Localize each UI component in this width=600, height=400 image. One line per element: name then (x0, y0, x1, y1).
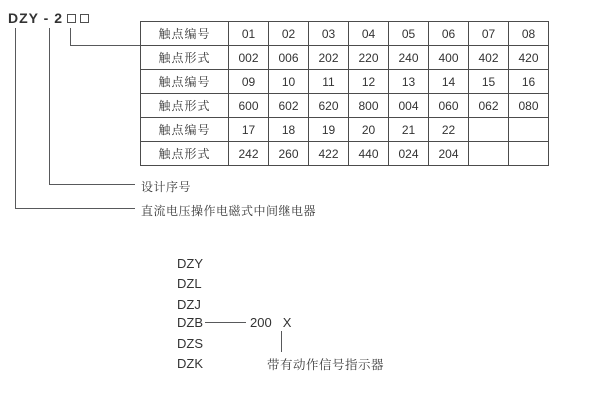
table-cell: 12 (349, 70, 389, 94)
dzb-suffix-value: 200 (250, 315, 272, 330)
table-cell: 400 (429, 46, 469, 70)
dzb-suffix-variant: X (282, 315, 292, 330)
model-family-item-dzb: DZB (177, 315, 203, 330)
table-cell: 420 (509, 46, 549, 70)
row-label: 触点形式 (141, 46, 229, 70)
table-cell: 002 (229, 46, 269, 70)
indicator-connector-line (281, 331, 282, 352)
table-cell: 02 (269, 22, 309, 46)
table-row (141, 70, 549, 94)
relay-description-label: 直流电压操作电磁式中间继电器 (141, 204, 317, 218)
model-code-title (8, 10, 89, 26)
table-row (141, 118, 549, 142)
table-cell: 06 (429, 22, 469, 46)
table-cell: 13 (389, 70, 429, 94)
table-cell: 024 (389, 142, 429, 166)
table-cell: 006 (269, 46, 309, 70)
table-cell: 21 (389, 118, 429, 142)
table-cell: 14 (429, 70, 469, 94)
table-row (141, 46, 549, 70)
table-cell: 22 (429, 118, 469, 142)
table-cell: 402 (469, 46, 509, 70)
table-cell: 422 (309, 142, 349, 166)
table-cell: 17 (229, 118, 269, 142)
table-cell: 18 (269, 118, 309, 142)
table-cell: 204 (429, 142, 469, 166)
table-cell: 16 (509, 70, 549, 94)
indicator-note-label: 带有动作信号指示器 (267, 358, 385, 372)
table-cell: 602 (269, 94, 309, 118)
table-cell: 062 (469, 94, 509, 118)
row-label: 触点形式 (141, 142, 229, 166)
table-cell: 03 (309, 22, 349, 46)
model-code-text: DZY - 2 (8, 10, 63, 26)
dzb-dash-line (205, 322, 246, 323)
table-cell: 440 (349, 142, 389, 166)
table-cell (469, 142, 509, 166)
row-label: 触点编号 (141, 22, 229, 46)
leader-line-table-vertical (70, 28, 71, 45)
table-cell: 620 (309, 94, 349, 118)
contact-code-table (140, 21, 549, 166)
table-cell: 080 (509, 94, 549, 118)
dzb-suffix (250, 315, 291, 330)
table-cell: 260 (269, 142, 309, 166)
table-cell: 05 (389, 22, 429, 46)
leader-line-serial-vertical (49, 28, 50, 185)
model-family-item-dzs: DZS (177, 336, 203, 351)
table-cell: 08 (509, 22, 549, 46)
model-family-item-dzk: DZK (177, 356, 203, 371)
table-cell (509, 142, 549, 166)
model-family-item-dzy: DZY (177, 256, 203, 271)
row-label: 触点编号 (141, 70, 229, 94)
table-row (141, 22, 549, 46)
table-cell: 04 (349, 22, 389, 46)
row-label: 触点编号 (141, 118, 229, 142)
table-cell: 060 (429, 94, 469, 118)
table-cell: 01 (229, 22, 269, 46)
table-cell: 09 (229, 70, 269, 94)
model-placeholder-box-2 (80, 14, 89, 23)
table-cell: 220 (349, 46, 389, 70)
table-cell (509, 118, 549, 142)
table-row (141, 94, 549, 118)
table-cell: 20 (349, 118, 389, 142)
table-cell: 202 (309, 46, 349, 70)
table-cell: 10 (269, 70, 309, 94)
leader-line-table-horizontal (70, 45, 140, 46)
table-cell: 600 (229, 94, 269, 118)
table-cell: 240 (389, 46, 429, 70)
table-cell: 800 (349, 94, 389, 118)
table-cell: 11 (309, 70, 349, 94)
table-cell: 242 (229, 142, 269, 166)
leader-line-relay-vertical (15, 28, 16, 208)
table-cell: 004 (389, 94, 429, 118)
model-placeholder-box-1 (67, 14, 76, 23)
leader-line-relay-horizontal (15, 208, 135, 209)
model-family-item-dzl: DZL (177, 276, 202, 291)
model-family-item-dzj: DZJ (177, 297, 201, 312)
table-row (141, 142, 549, 166)
table-cell: 15 (469, 70, 509, 94)
table-cell: 19 (309, 118, 349, 142)
table-cell: 07 (469, 22, 509, 46)
row-label: 触点形式 (141, 94, 229, 118)
leader-line-serial-horizontal (49, 184, 135, 185)
table-cell (469, 118, 509, 142)
design-serial-label: 设计序号 (141, 180, 192, 194)
